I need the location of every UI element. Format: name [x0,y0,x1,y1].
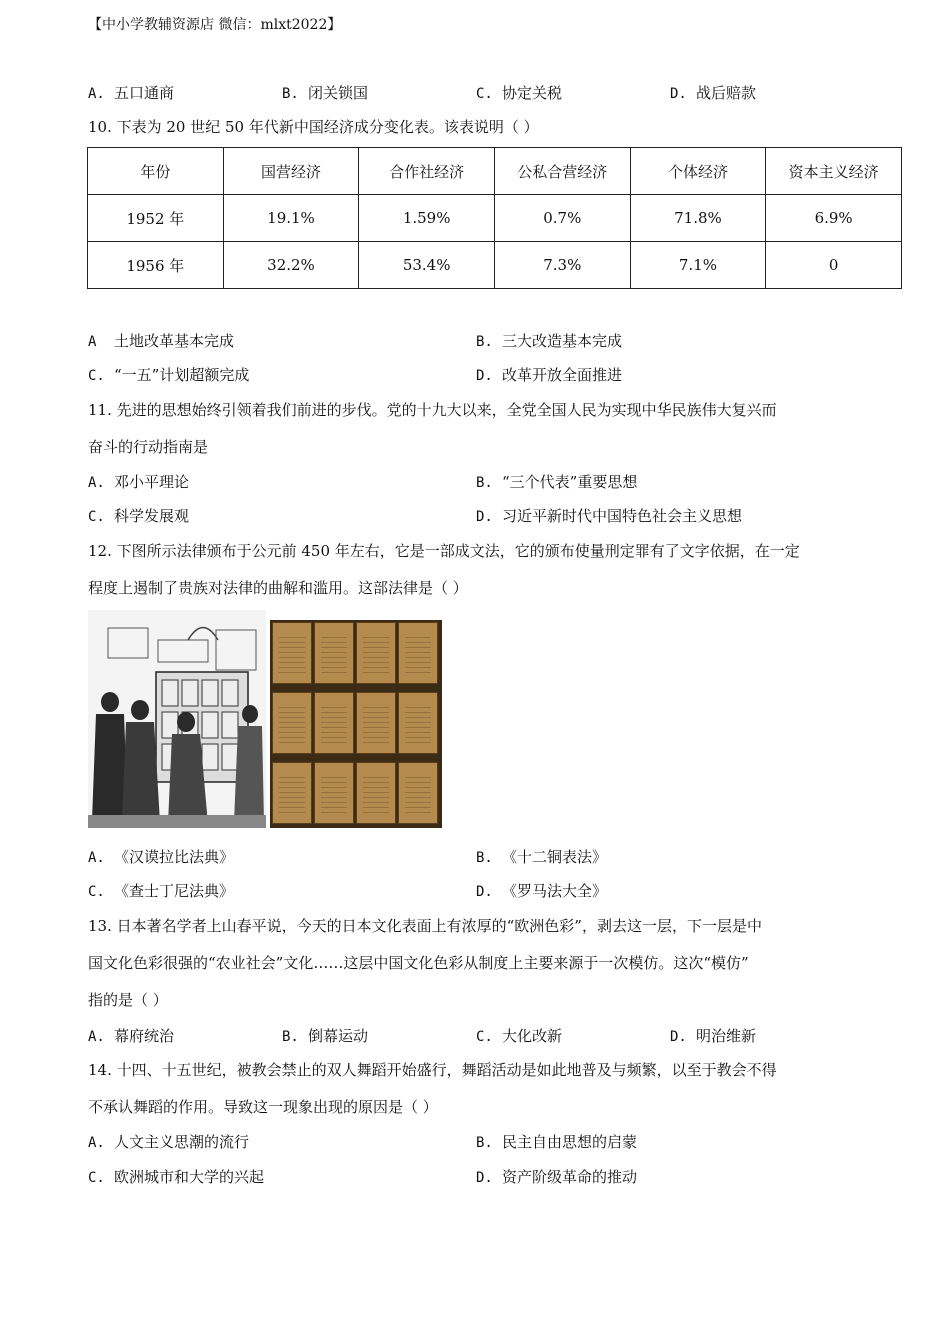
q12-stem-line1: 12. 下图所示法律颁布于公元前 450 年左右，它是一部成文法，它的颁布使量刑定罪有了文字依据，在一定 [88,542,800,560]
option-letter: C. [476,1029,493,1045]
q10-option-b[interactable] [476,330,622,351]
option-letter: A. [88,475,105,491]
q14-stem-line2: 不承认舞蹈的作用。导致这一现象出现的原因是（ ） [88,1098,438,1116]
table-row [88,242,902,289]
option-letter: C. [88,884,105,900]
option-letter: D. [476,509,493,525]
table-cell: 1.59% [359,195,495,242]
option-letter: A. [88,1135,105,1151]
option-letter: C. [88,509,105,525]
option-letter: C. [88,368,105,384]
q14-option-a[interactable] [88,1131,249,1152]
table-header-cell: 公私合营经济 [494,148,630,195]
bronze-tablet [314,692,354,754]
option-letter: C. [476,86,493,102]
option-letter: B. [282,1029,299,1045]
table-cell: 0 [766,242,902,289]
option-letter: D. [476,1170,493,1186]
table-header-cell: 个体经济 [630,148,766,195]
option-text: 明治维新 [696,1027,757,1045]
option-text: 人文主义思潮的流行 [114,1133,250,1151]
q10-option-c[interactable] [88,364,249,385]
bronze-tablet [398,762,438,824]
q11-stem-line2: 奋斗的行动指南是 [88,438,209,456]
q12-option-b[interactable] [476,846,607,867]
table-cell: 32.2% [223,242,359,289]
q13-option-b[interactable] [282,1025,368,1046]
bronze-tablet [314,622,354,684]
table-header-cell: 年份 [88,148,224,195]
table-cell: 7.1% [630,242,766,289]
table-cell: 7.3% [494,242,630,289]
option-text: 战后赔款 [696,84,757,102]
bronze-tablet [272,622,312,684]
q10-stem: 10. 下表为 20 世纪 50 年代新中国经济成分变化表。该表说明（ ） [88,118,539,136]
option-letter: D. [670,1029,687,1045]
option-text: 科学发展观 [114,507,190,525]
table-cell: 71.8% [630,195,766,242]
option-text: 习近平新时代中国特色社会主义思想 [502,507,743,525]
option-letter: A. [88,1029,105,1045]
option-text: 邓小平理论 [114,473,190,491]
option-text: “三个代表”重要思想 [502,473,638,491]
q14-option-d[interactable] [476,1166,637,1187]
option-letter: A. [88,86,105,102]
option-letter: D. [476,884,493,900]
option-text: 三大改造基本完成 [502,332,623,350]
bronze-tablet [356,692,396,754]
option-letter: B. [476,1135,493,1151]
table-cell: 53.4% [359,242,495,289]
bronze-tablet [356,762,396,824]
option-text: 资产阶级革命的推动 [502,1168,638,1186]
option-text: 《汉谟拉比法典》 [114,848,235,866]
option-text: “一五”计划超额完成 [114,366,250,384]
option-letter: B. [282,86,299,102]
table-cell: 1952 年 [88,195,224,242]
q10-option-a[interactable] [88,330,234,351]
option-text: 倒幕运动 [308,1027,369,1045]
option-text: 协定关税 [502,84,563,102]
option-letter: B. [476,334,493,350]
bronze-tablet [398,622,438,684]
bronze-tablet [314,762,354,824]
q13-stem-line1: 13. 日本著名学者上山春平说，今天的日本文化表面上有浓厚的“欧洲色彩”，剥去这一层，下一层是中 [88,917,762,935]
q10-option-d[interactable] [476,364,622,385]
q11-option-a[interactable] [88,471,189,492]
table-cell: 1956 年 [88,242,224,289]
option-text: 《查士丁尼法典》 [114,882,235,900]
option-text: 民主自由思想的启蒙 [502,1133,638,1151]
table-header-cell: 资本主义经济 [766,148,902,195]
table-cell: 6.9% [766,195,902,242]
option-text: 五口通商 [114,84,175,102]
q9-option-d[interactable] [670,82,756,103]
engraving-image [88,610,266,828]
q12-stem-line2: 程度上遏制了贵族对法律的曲解和滥用。这部法律是（ ） [88,579,468,597]
q9-option-c[interactable] [476,82,562,103]
option-text: 改革开放全面推进 [502,366,623,384]
q14-option-b[interactable] [476,1131,637,1152]
option-letter: A. [88,850,105,866]
bronze-tablets-image [270,620,442,828]
table-cell: 0.7% [494,195,630,242]
option-text: 幕府统治 [114,1027,175,1045]
q12-option-a[interactable] [88,846,234,867]
bronze-tablet [272,692,312,754]
table-header-cell: 合作社经济 [359,148,495,195]
q11-option-d[interactable] [476,505,742,526]
table-header-cell: 国营经济 [223,148,359,195]
bronze-tablet [398,692,438,754]
option-letter: D. [670,86,687,102]
q13-option-d[interactable] [670,1025,756,1046]
q12-option-c[interactable] [88,880,234,901]
option-text: 《十二铜表法》 [502,848,608,866]
option-letter: D. [476,368,493,384]
option-text: 欧洲城市和大学的兴起 [114,1168,265,1186]
option-text: 闭关锁国 [308,84,369,102]
option-text: 《罗马法大全》 [502,882,608,900]
option-letter: C. [88,1170,105,1186]
table-header-row [88,148,902,195]
q13-stem-line3: 指的是（ ） [88,991,168,1009]
q14-stem-line1: 14. 十四、十五世纪，被教会禁止的双人舞蹈开始盛行，舞蹈活动是如此地普及与频繁，以至于教会不得 [88,1061,777,1079]
q9-option-b[interactable] [282,82,368,103]
q11-option-c[interactable] [88,505,189,526]
table-cell: 19.1% [223,195,359,242]
q11-option-b[interactable] [476,471,637,492]
twelve-tables-figure [88,610,442,828]
q14-option-c[interactable] [88,1166,264,1187]
q11-stem-line1: 11. 先进的思想始终引领着我们前进的步伐。党的十九大以来，全党全国人民为实现中华民族伟大复兴而 [88,401,777,419]
option-letter: A [88,334,97,350]
option-text: 大化改新 [502,1027,563,1045]
q13-option-a[interactable] [88,1025,174,1046]
bronze-tablet [272,762,312,824]
q13-stem-line2: 国文化色彩很强的“农业社会”文化……这层中国文化色彩从制度上主要来源于一次模仿。这次“模仿” [88,954,749,972]
option-text: 土地改革基本完成 [114,332,235,350]
bronze-tablet [356,622,396,684]
q9-option-a[interactable] [88,82,174,103]
economy-table [87,147,902,289]
q12-option-d[interactable] [476,880,607,901]
option-letter: B. [476,475,493,491]
header-watermark: 【中小学教辅资源店 微信：mlxt2022】 [88,17,342,33]
table-row [88,195,902,242]
option-letter: B. [476,850,493,866]
q13-option-c[interactable] [476,1025,562,1046]
